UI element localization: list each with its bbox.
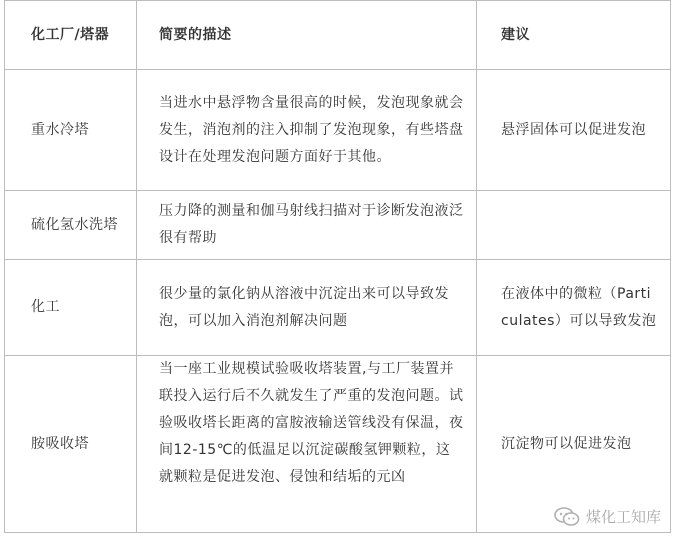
header-suggestion: 建议: [477, 1, 671, 70]
cell-unit: 化工: [5, 260, 137, 356]
watermark: [554, 506, 661, 527]
cell-description: 当一座工业规模试验吸收塔装置,与工厂装置并联投入运行后不久就发生了严重的发泡问题。试验吸收塔长距离的富胺液输送管线没有保温，夜间12-15℃的低温足以沉淀碳酸氢钾颗粒，这就颗粒是促进发泡、侵蚀和结垢的元凶: [137, 356, 477, 533]
cell-unit: 重水冷塔: [5, 70, 137, 191]
table-row: [5, 260, 671, 356]
cell-suggestion: 悬浮固体可以促进发泡: [477, 70, 671, 191]
table-row: [5, 70, 671, 191]
cell-unit: 硫化氢水洗塔: [5, 191, 137, 260]
header-description: 简要的描述: [137, 1, 477, 70]
cell-description: 压力降的测量和伽马射线扫描对于诊断发泡液泛很有帮助: [137, 191, 477, 260]
cell-unit: 胺吸收塔: [5, 356, 137, 533]
table-header-row: [5, 1, 671, 70]
cell-suggestion: 在液体中的微粒（Particulates）可以导致发泡: [477, 260, 671, 356]
cell-suggestion: 沉淀物可以促进发泡: [477, 356, 671, 533]
watermark-text: 煤化工知库: [585, 508, 661, 526]
table-row: [5, 191, 671, 260]
wechat-icon: [554, 507, 580, 527]
foaming-cases-table: [4, 0, 671, 533]
cell-suggestion: [477, 191, 671, 260]
cell-description: 当进水中悬浮物含量很高的时候，发泡现象就会发生，消泡剂的注入抑制了发泡现象，有些塔盘设计在处理发泡问题方面好于其他。: [137, 70, 477, 191]
cell-description: 很少量的氯化钠从溶液中沉淀出来可以导致发泡，可以加入消泡剂解决问题: [137, 260, 477, 356]
header-unit: 化工厂/塔器: [5, 1, 137, 70]
